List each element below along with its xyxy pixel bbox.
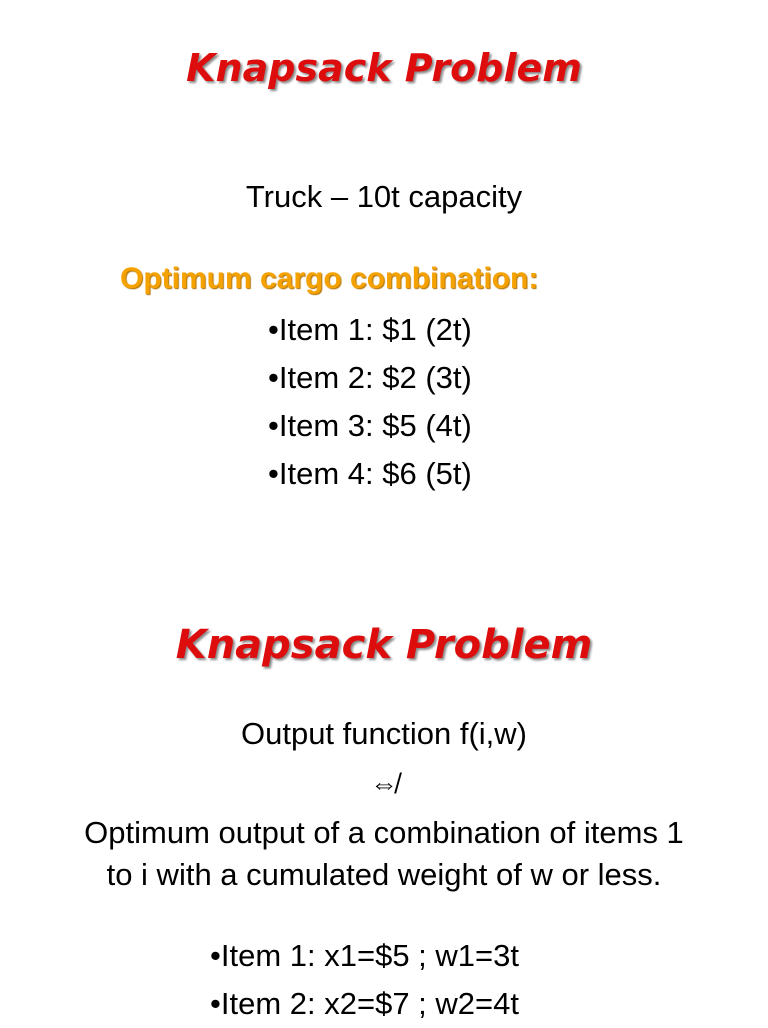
cargo-item: • Item 2: $2 (3t) [268,354,472,402]
output-function-text: Output function f(i,w) [240,716,527,751]
equivalence-symbol: ⇎ [370,768,398,799]
item-definition-list [210,932,519,1028]
cargo-item: • Item 4: $6 (5t) [268,450,472,498]
slide-2 [0,600,768,1024]
cargo-item-list [268,306,472,498]
truck-capacity-text: Truck – 10t capacity [245,179,523,214]
item-definition: • Item 2: x2=$7 ; w2=4t [210,980,519,1028]
slide-2-title: Knapsack Problem [175,622,593,668]
definition-line-2: to i with a cumulated weight of w or less. [106,857,662,892]
cargo-item: • Item 3: $5 (4t) [268,402,472,450]
item-definition: • Item 1: x1=$5 ; w1=3t [210,932,519,980]
definition-line-1: Optimum output of a combination of items 1 [84,815,684,850]
cargo-item: • Item 1: $1 (2t) [268,306,472,354]
slide-1-title: Knapsack Problem [186,46,582,90]
optimum-cargo-heading: Optimum cargo combination: [120,262,539,295]
